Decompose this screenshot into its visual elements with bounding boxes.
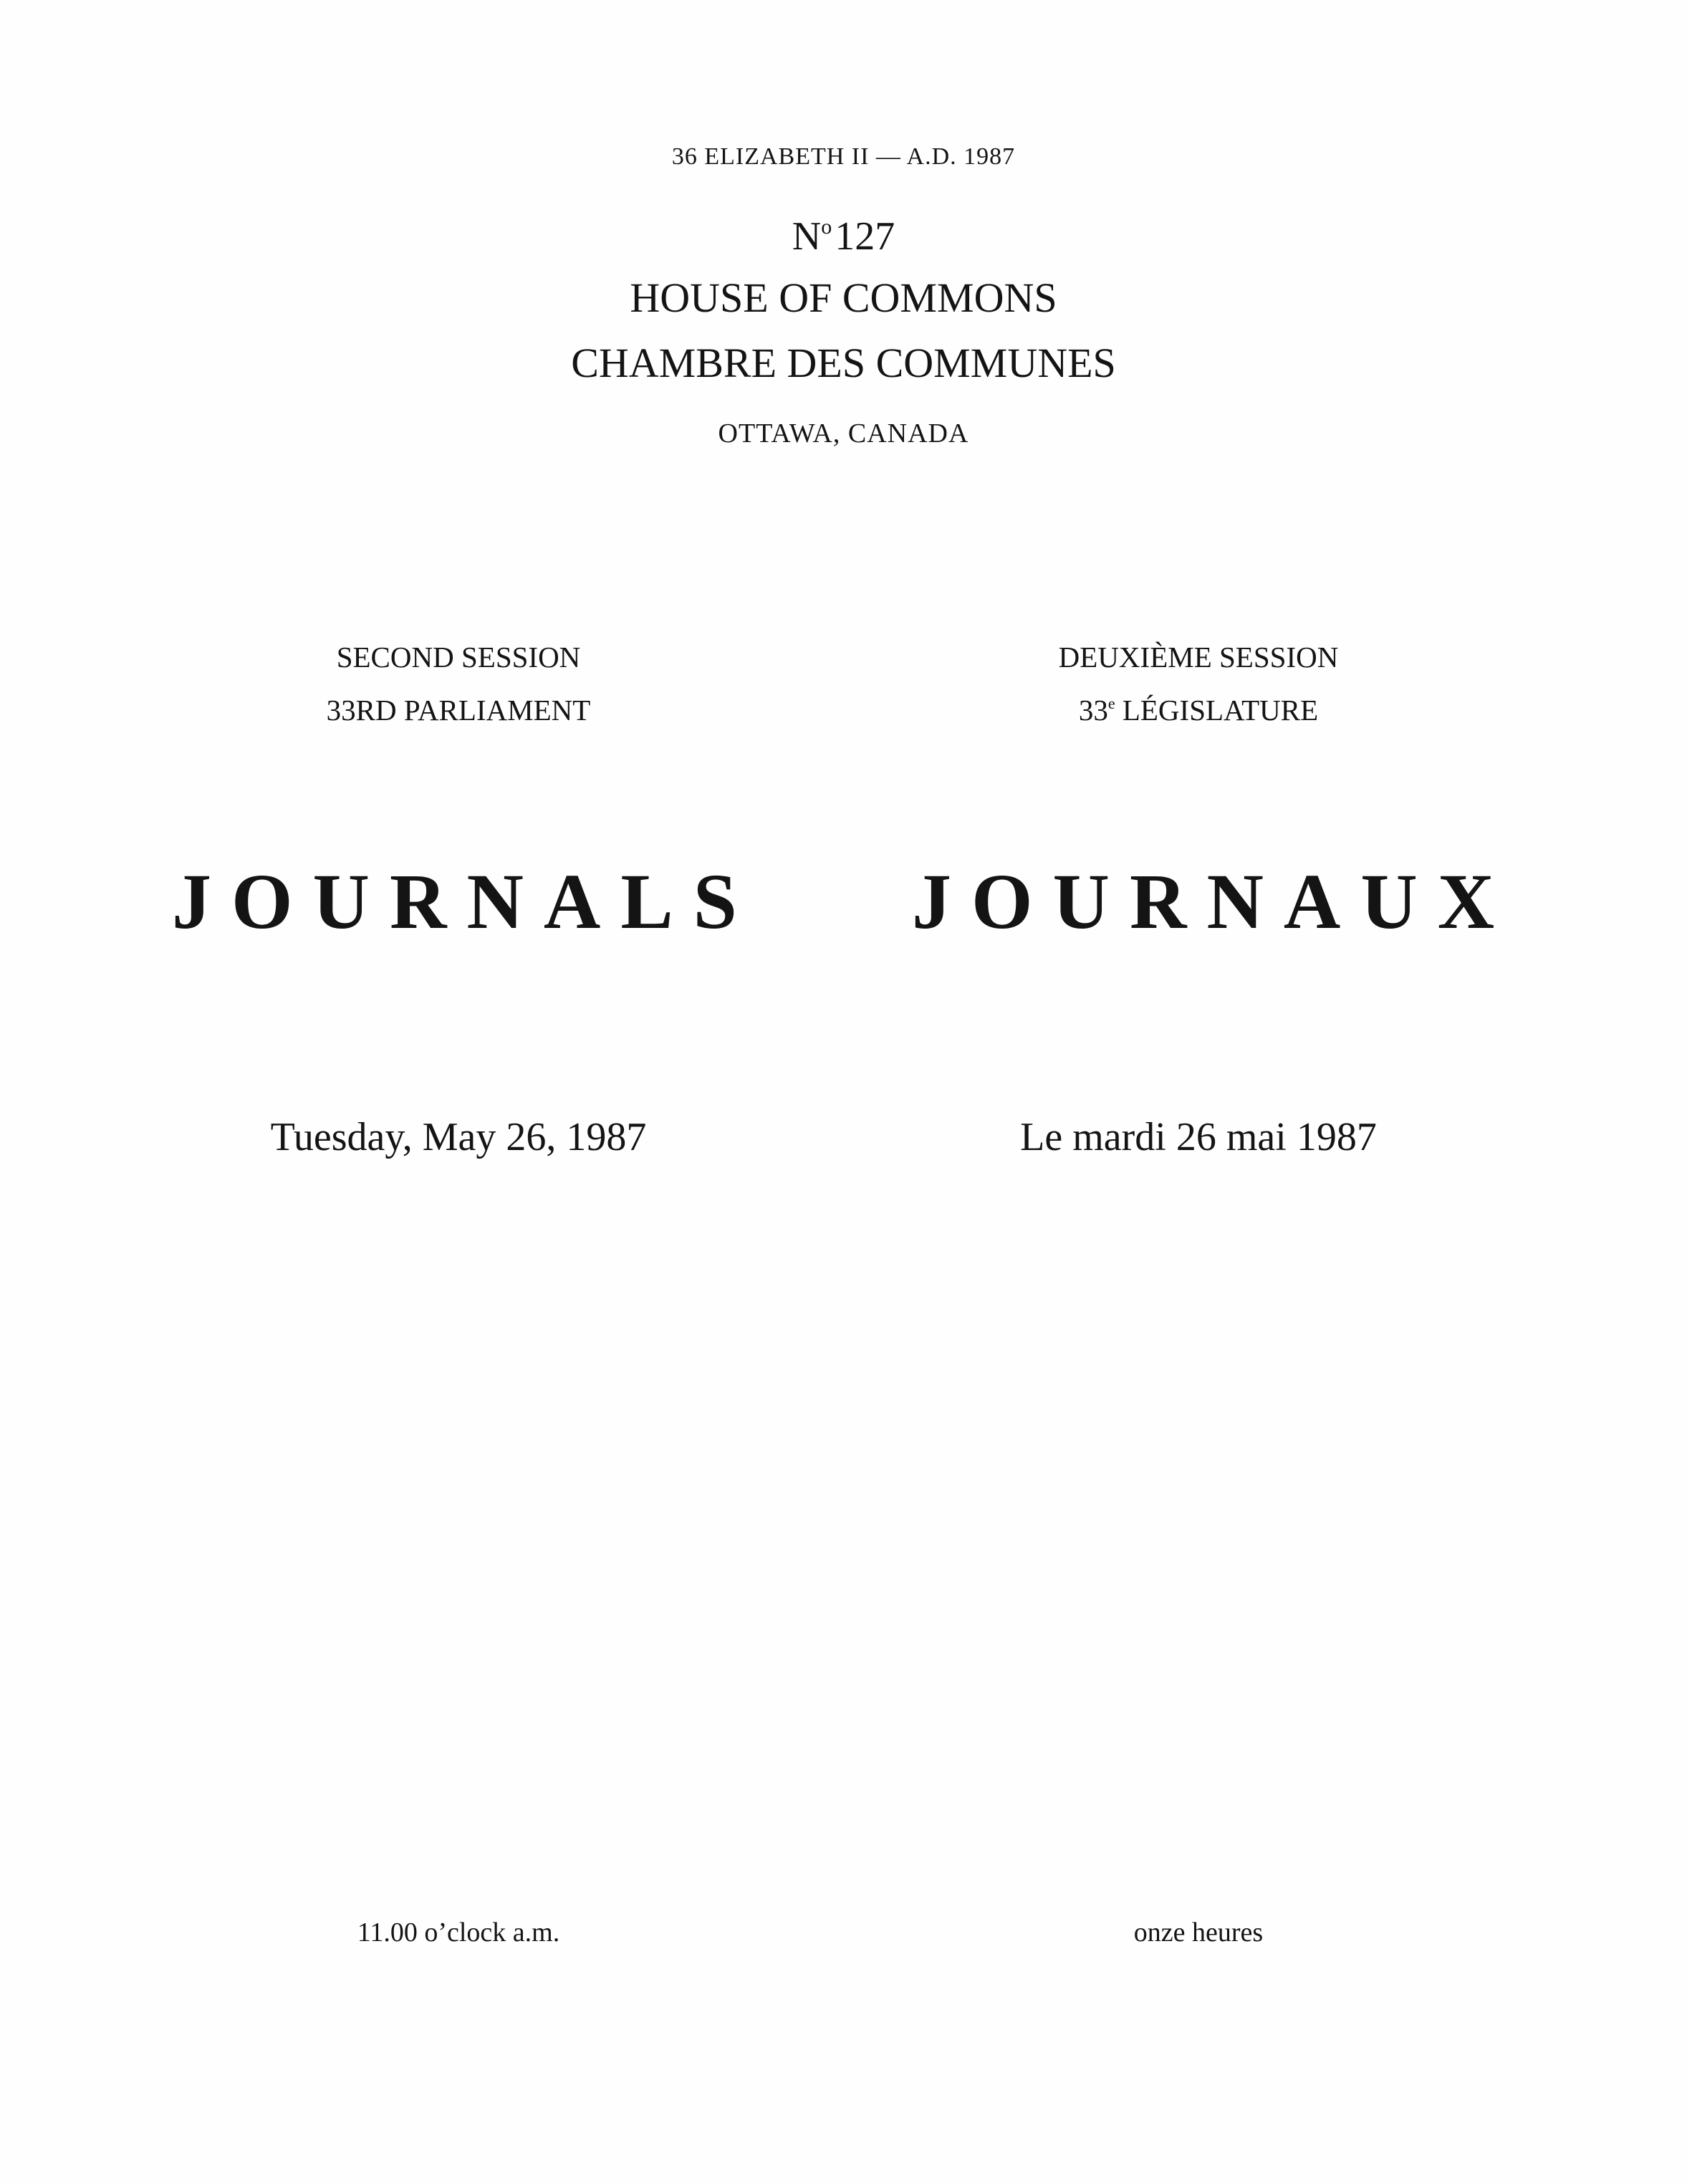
time-english: 11.00 o’clock a.m. [357,1917,560,1948]
house-name-french: CHAMBRE DES COMMUNES [571,340,1116,386]
regnal-year: 36 ELIZABETH II — A.D. 1987 [671,143,1016,170]
location: OTTAWA, CANADA [718,418,969,449]
date-english: Tuesday, May 26, 1987 [270,1115,647,1159]
session-french: DEUXIÈME SESSION [1058,641,1339,674]
house-name-english: HOUSE OF COMMONS [630,274,1057,321]
issue-number [0,214,1687,259]
parliament-french [912,693,1485,727]
issue-number-value: 127 [835,214,895,259]
parliament-english: 33RD PARLIAMENT [326,694,591,727]
parliament-french-number: 33 [1078,694,1108,727]
time-french: onze heures [1133,1917,1264,1948]
parliament-french-superscript: e [1107,694,1115,712]
date-french: Le mardi 26 mai 1987 [1020,1115,1377,1159]
parliament-french-word: LÉGISLATURE [1115,694,1319,727]
issue-number-prefix: N [792,214,822,259]
session-english: SECOND SESSION [336,641,581,674]
title-french: JOURNAUX [912,858,1515,945]
issue-number-superscript: o [821,215,832,239]
title-english: JOURNALS [172,858,757,945]
